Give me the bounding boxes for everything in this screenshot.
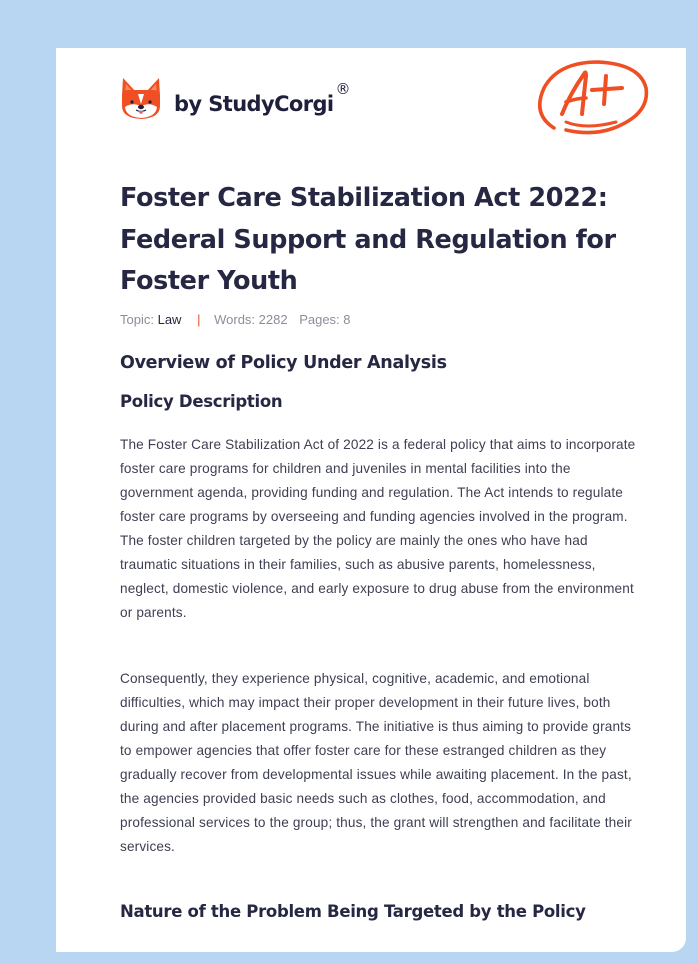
subsection-heading-nature-of-problem: Nature of the Problem Being Targeted by the Policy — [120, 902, 586, 921]
paragraph: Consequently, they experience physical, cognitive, academic, and emotional difficulties, which may impact their proper development in their future lives, both during and after placement programs. The initiative is thus aiming to provide grants to empower agencies that offer foster care for these estranged children as they gradually recover from developmental issues while awaiting placement. In the past, the agencies provided basic needs such as clothes, food, accommodation, and professional services to the group; thus, the grant will strengthen and facilitate their services. — [120, 671, 632, 854]
corgi-face-icon — [120, 76, 162, 122]
topic-link[interactable]: Law — [157, 312, 182, 327]
subsection-heading-policy-description: Policy Description — [120, 392, 283, 411]
meta-separator: | — [197, 312, 201, 327]
topic-label: Topic: — [120, 312, 154, 327]
brand-logo[interactable] — [120, 74, 351, 124]
registered-mark: ® — [335, 80, 351, 98]
page-count: Pages: 8 — [299, 312, 351, 327]
document-title: Foster Care Stabilization Act 2022: Federal Support and Regulation for Foster Youth — [120, 183, 616, 296]
paragraph: The Foster Care Stabilization Act of 2022 is a federal policy that aims to incorporate foster care programs for children and juveniles in mental facilities into the government agenda, providing funding and regulation. The Act intends to regulate foster care programs by overseeing and funding agencies involved in the program. The foster children targeted by the policy are mainly the ones who have had traumatic situations in their families, such as abusive parents, homelessness, neglect, domestic violence, and early exposure to drug abuse from the environment or parents. — [120, 437, 636, 620]
grade-a-plus-icon — [536, 58, 650, 140]
word-count: Words: 2282 — [214, 312, 288, 327]
document-card — [56, 48, 686, 952]
document-meta — [120, 312, 351, 327]
brand-name-text: by StudyCorgi — [174, 92, 334, 116]
brand-name — [174, 80, 351, 116]
section-heading-overview: Overview of Policy Under Analysis — [120, 353, 447, 373]
